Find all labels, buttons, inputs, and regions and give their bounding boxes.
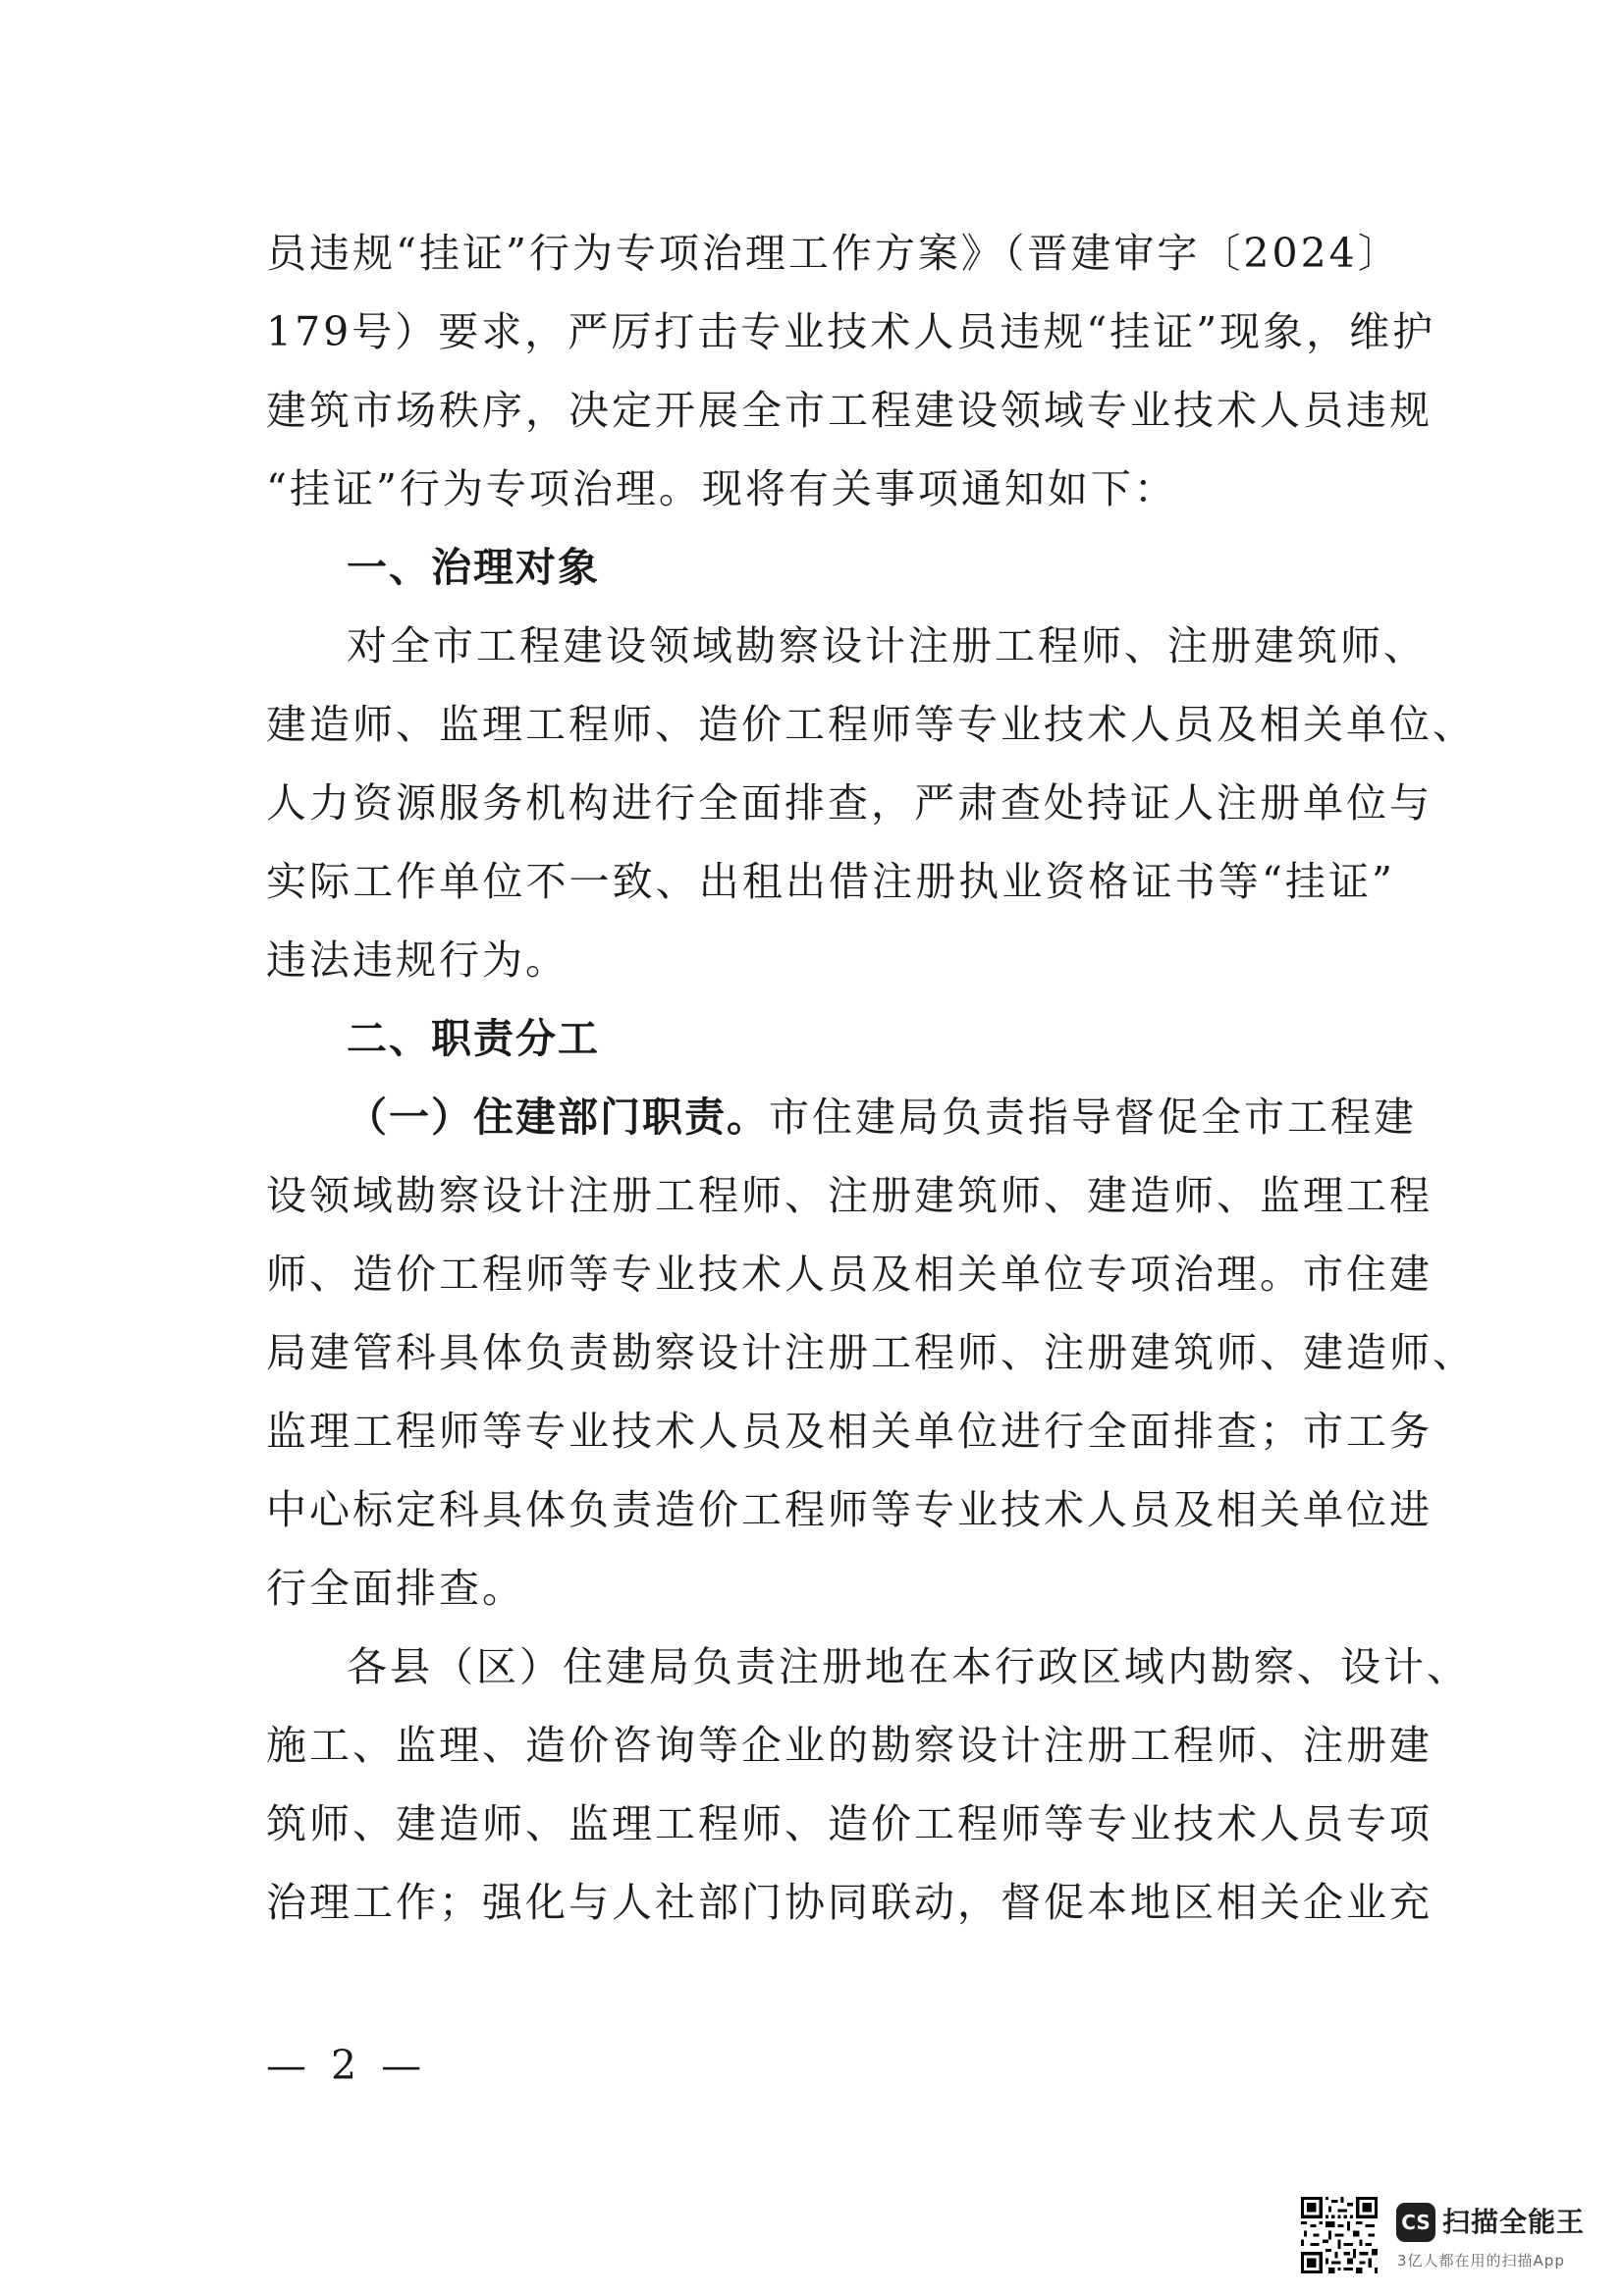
text-line: 179号）要求，严厉打击专业技术人员违规“挂证”现象，维护 <box>266 308 1436 355</box>
text-line: 员违规“挂证”行为专项治理工作方案》（晋建审字〔2024〕 <box>266 230 1401 277</box>
page-number: — 2 — <box>266 2042 428 2089</box>
text-segment: 市住建局负责指导督促全市工程建 <box>769 1094 1417 1141</box>
text-line: 治理工作；强化与人社部门协同联动，督促本地区相关企业充 <box>266 1879 1433 1926</box>
text-line: 对全市工程建设领域勘察设计注册工程师、注册建筑师、 <box>347 622 1427 669</box>
section-heading-1: 一、治理对象 <box>347 544 600 591</box>
text-line: 筑师、建造师、监理工程师、造价工程师等专业技术人员专项 <box>266 1800 1433 1847</box>
text-line: 人力资源服务机构进行全面排查，严肃查处持证人注册单位与 <box>266 779 1433 827</box>
document-body <box>266 214 1476 1942</box>
scanner-watermark <box>1301 2197 1605 2275</box>
text-line: 建造师、监理工程师、造价工程师等专业技术人员及相关单位、 <box>266 701 1476 748</box>
text-line: 行全面排查。 <box>266 1565 525 1612</box>
app-name: 扫描全能王 <box>1442 2206 1586 2238</box>
text-line: 师、造价工程师等专业技术人员及相关单位专项治理。市住建 <box>266 1251 1433 1298</box>
text-line: 设领域勘察设计注册工程师、注册建筑师、建造师、监理工程 <box>266 1172 1433 1219</box>
text-line: 建筑市场秩序，决定开展全市工程建设领域专业技术人员违规 <box>266 387 1433 434</box>
text-line: 各县（区）住建局负责注册地在本行政区域内勘察、设计、 <box>347 1643 1470 1690</box>
text-line: 违法违规行为。 <box>266 936 568 984</box>
subsection-line <box>266 1078 1417 1156</box>
text-line: 局建管科具体负责勘察设计注册工程师、注册建筑师、建造师、 <box>266 1329 1476 1376</box>
qr-code-icon <box>1301 2197 1378 2273</box>
text-line: 施工、监理、造价咨询等企业的勘察设计注册工程师、注册建 <box>266 1722 1433 1769</box>
subsection-heading: （一）住建部门职责。 <box>347 1094 769 1141</box>
text-line: “挂证”行为专项治理。现将有关事项通知如下： <box>266 465 1177 512</box>
text-line: 实际工作单位不一致、出租出借注册执业资格证书等“挂证” <box>266 858 1395 905</box>
camscanner-logo-icon: CS <box>1396 2203 1435 2242</box>
text-line: 中心标定科具体负责造价工程师等专业技术人员及相关单位进 <box>266 1486 1433 1533</box>
text-line: 监理工程师等专业技术人员及相关单位进行全面排查；市工务 <box>266 1408 1433 1455</box>
app-tagline: 3亿人都在用的扫描App <box>1397 2252 1565 2269</box>
section-heading-2: 二、职责分工 <box>347 1015 600 1062</box>
